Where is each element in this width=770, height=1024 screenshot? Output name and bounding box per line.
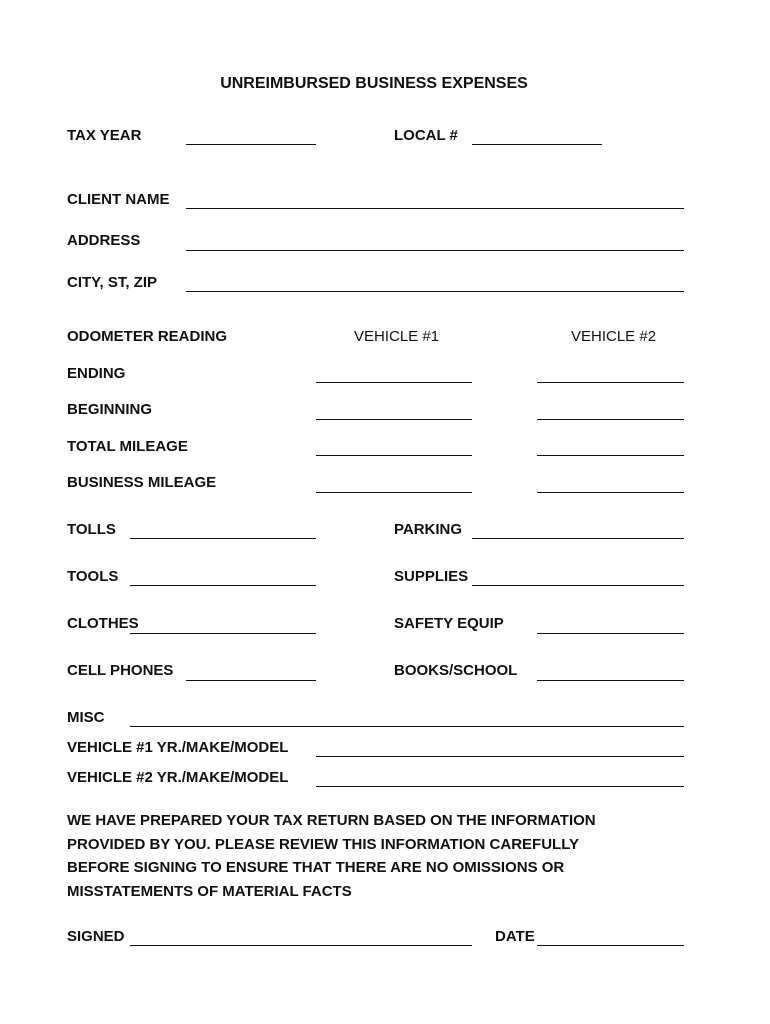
beginning-vehicle-1-field[interactable] — [316, 419, 472, 420]
disclaimer-line: PROVIDED BY YOU. PLEASE REVIEW THIS INFORMATION CAREFULLY — [67, 835, 579, 853]
vehicle-2-column-header: VEHICLE #2 — [571, 328, 657, 345]
form-title: UNREIMBURSED BUSINESS EXPENSES — [220, 75, 528, 92]
books-school-field[interactable] — [537, 680, 684, 681]
disclaimer-line: BEFORE SIGNING TO ENSURE THAT THERE ARE NO OMISSIONS OR — [67, 859, 565, 876]
disclaimer-notice — [67, 809, 627, 903]
cell-phones-field[interactable] — [186, 680, 316, 681]
disclaimer-line: MISSTATEMENTS OF MATERIAL FACTS — [67, 882, 352, 900]
local-number-field[interactable] — [472, 144, 602, 145]
misc-label: MISC — [67, 709, 105, 726]
odometer-reading-label: ODOMETER READING — [67, 328, 228, 345]
business-mileage-vehicle-1-field[interactable] — [316, 492, 472, 493]
total-mileage-vehicle-2-field[interactable] — [537, 455, 684, 456]
clothes-field[interactable] — [130, 633, 316, 634]
vehicle-2-model-label: VEHICLE #2 YR./MAKE/MODEL — [67, 769, 289, 786]
supplies-field[interactable] — [472, 585, 684, 586]
signed-label: SIGNED — [67, 928, 125, 945]
address-field[interactable] — [186, 250, 684, 251]
vehicle-2-model-field[interactable] — [316, 786, 684, 787]
misc-field[interactable] — [130, 726, 684, 727]
client-name-label: CLIENT NAME — [67, 191, 170, 208]
city-st-zip-field[interactable] — [186, 291, 684, 292]
date-field[interactable] — [537, 945, 684, 946]
tolls-label: TOLLS — [67, 521, 116, 538]
city-st-zip-label: CITY, ST, ZIP — [67, 274, 158, 291]
ending-vehicle-1-field[interactable] — [316, 382, 472, 383]
client-name-field[interactable] — [186, 208, 684, 209]
odometer-row-label: BUSINESS MILEAGE — [67, 474, 217, 491]
odometer-row-label: BEGINNING — [67, 401, 153, 418]
parking-field[interactable] — [472, 538, 684, 539]
tax-year-field[interactable] — [186, 144, 316, 145]
business-mileage-vehicle-2-field[interactable] — [537, 492, 684, 493]
parking-label: PARKING — [394, 521, 463, 538]
supplies-label: SUPPLIES — [394, 568, 469, 585]
ending-vehicle-2-field[interactable] — [537, 382, 684, 383]
vehicle-1-model-label: VEHICLE #1 YR./MAKE/MODEL — [67, 739, 289, 756]
beginning-vehicle-2-field[interactable] — [537, 419, 684, 420]
signature-field[interactable] — [130, 945, 472, 946]
tools-field[interactable] — [130, 585, 316, 586]
safety-equip-field[interactable] — [537, 633, 684, 634]
odometer-row-label: ENDING — [67, 365, 126, 382]
local-number-label: LOCAL # — [394, 127, 458, 144]
tolls-field[interactable] — [130, 538, 316, 539]
tax-year-label: TAX YEAR — [67, 127, 142, 144]
clothes-label: CLOTHES — [67, 615, 139, 632]
cell-phones-label: CELL PHONES — [67, 662, 174, 679]
total-mileage-vehicle-1-field[interactable] — [316, 455, 472, 456]
address-label: ADDRESS — [67, 232, 141, 249]
safety-equip-label: SAFETY EQUIP — [394, 615, 504, 632]
vehicle-1-column-header: VEHICLE #1 — [354, 328, 440, 345]
books-school-label: BOOKS/SCHOOL — [394, 662, 518, 679]
disclaimer-line: WE HAVE PREPARED YOUR TAX RETURN BASED ON THE INFORMATION — [67, 812, 596, 829]
odometer-row-label: TOTAL MILEAGE — [67, 438, 188, 455]
vehicle-1-model-field[interactable] — [316, 756, 684, 757]
tools-label: TOOLS — [67, 568, 119, 585]
date-label: DATE — [495, 928, 535, 945]
